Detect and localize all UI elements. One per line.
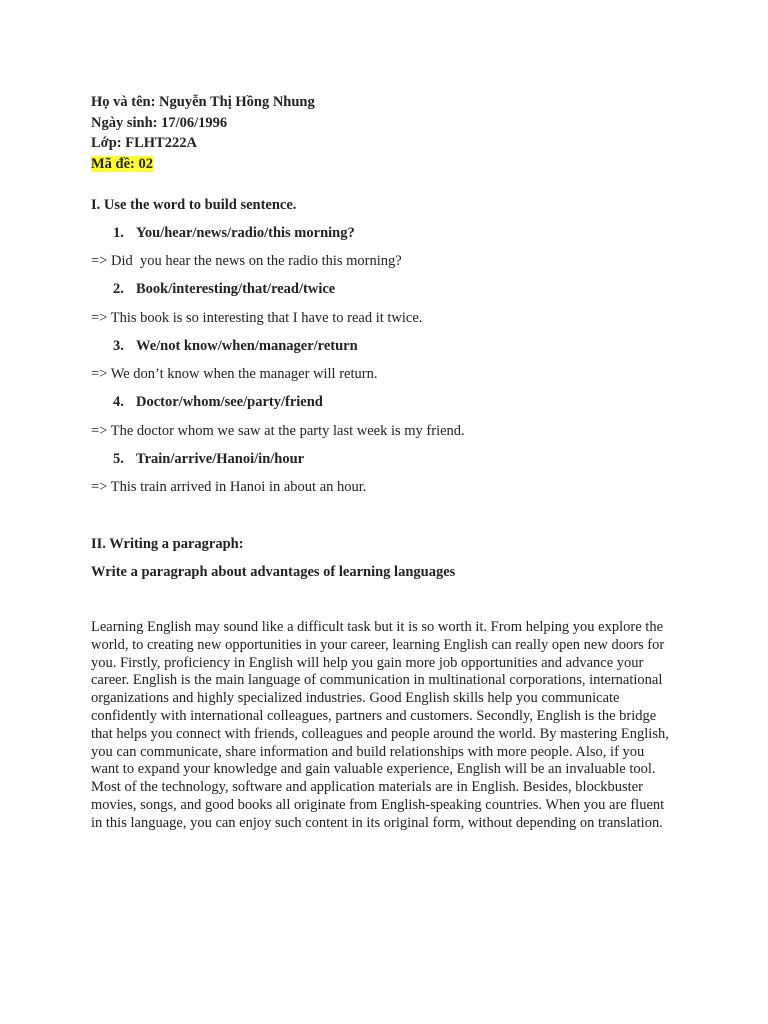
exercise-prompt-text: You/hear/news/radio/this morning? — [136, 225, 355, 241]
student-class: Lớp: FLHT222A — [91, 135, 197, 151]
essay-paragraph: Learning English may sound like a difficult task but it is so worth it. From helping you explore the world, to creating new opportunities in your career, learning English can really open new doors for you. Firstly, proficiency in English will help you gain more job opportunities and advance your career. English is the main language of communication in multinational corporations, international organizations and highly specialized industries. Good English skills help you communicate confidently with international colleagues, partners and customers. Secondly, English is the bridge that helps you connect with friends, colleagues and people around the world. By mastering English, you can communicate, share information and build relationships with more people. Also, if you want to expand your knowledge and gain valuable experience, English will be an invaluable tool. Most of the technology, software and application materials are in English. Besides, blockbuster movies, songs, and good books all originate from English-speaking countries. When you are fluent in this language, you can enjoy such content in its original form, without depending on translation. — [91, 619, 669, 831]
part2-subtitle: Write a paragraph about advantages of learning languages — [91, 564, 456, 580]
exercise-prompt — [91, 392, 676, 412]
exercise-number: 3. — [113, 338, 124, 354]
exercise-prompt-text: Train/arrive/Hanoi/in/hour — [136, 451, 305, 467]
exercise-prompt-text: Doctor/whom/see/party/friend — [136, 394, 323, 410]
exercise-list — [91, 223, 676, 497]
exercise-answer: => This train arrived in Hanoi in about an hour. — [91, 479, 367, 495]
student-name: Họ và tên: Nguyễn Thị Hồng Nhung — [91, 94, 315, 110]
exercise-answer: => We don’t know when the manager will return. — [91, 366, 378, 382]
part2-title: II. Writing a paragraph: — [91, 536, 244, 552]
exercise-prompt — [91, 279, 676, 299]
exercise-prompt-text: We/not know/when/manager/return — [136, 338, 358, 354]
exercise-prompt — [91, 449, 676, 469]
exercise-number: 5. — [113, 451, 124, 467]
exercise-answer: => The doctor whom we saw at the party last week is my friend. — [91, 423, 465, 439]
exercise-answer: => Did you hear the news on the radio this morning? — [91, 253, 402, 269]
student-dob: Ngày sinh: 17/06/1996 — [91, 114, 228, 131]
document-page — [91, 92, 676, 833]
exercise-prompt-text: Book/interesting/that/read/twice — [136, 281, 336, 297]
exam-code: Mã đề: 02 — [91, 155, 154, 172]
exercise-number: 2. — [113, 281, 124, 297]
exercise-number: 1. — [113, 225, 124, 241]
exercise-answer: => This book is so interesting that I have to read it twice. — [91, 310, 423, 326]
student-info — [91, 92, 676, 174]
part1-title: I. Use the word to build sentence. — [91, 197, 297, 213]
exercise-prompt — [91, 223, 676, 243]
exercise-prompt — [91, 336, 676, 356]
exercise-number: 4. — [113, 394, 124, 410]
